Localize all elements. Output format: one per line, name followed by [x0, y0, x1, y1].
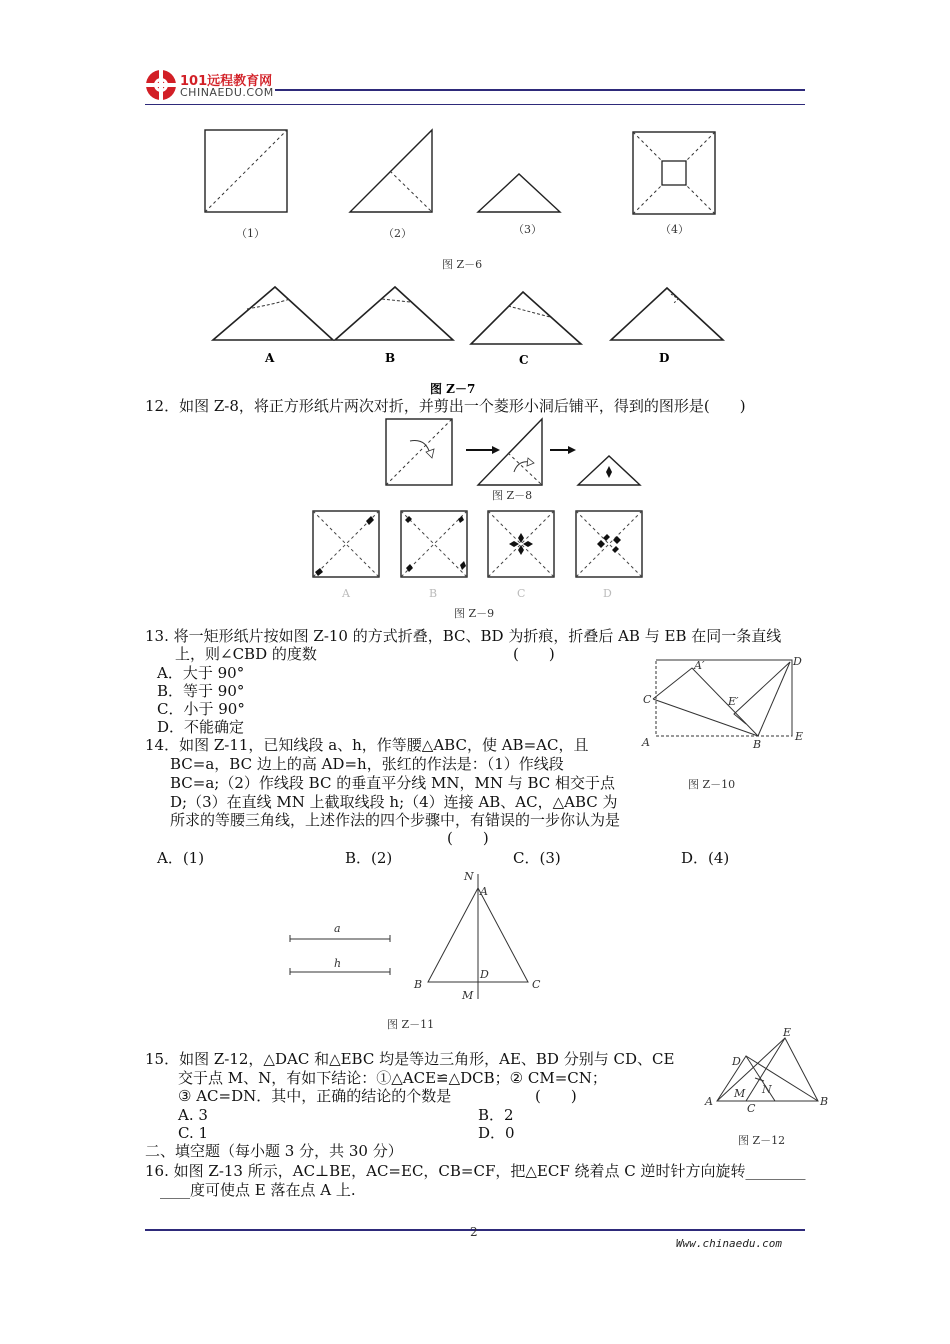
figure-z9 [308, 506, 648, 622]
footer-site: Www.chinaedu.com [676, 1237, 782, 1250]
figure-z12 [700, 1026, 840, 1154]
fig-z11-point-m: M [462, 989, 474, 1002]
fig-z11-point-b: B [414, 978, 423, 991]
question-13-option-c: C．小于 90° [157, 700, 245, 718]
fig-z8-caption: 图 Z－8 [492, 489, 533, 502]
logo-text-cn: 101远程教育网 [180, 74, 273, 89]
question-15-option-a: A. 3 [178, 1106, 208, 1124]
logo-text-en: CHINAEDU.COM [180, 86, 274, 99]
question-13-line-1: 13. 将一矩形纸片按如图 Z-10 的方式折叠，BC、BD 为折痕，折叠后 AB 与 EB 在同一条直线 [145, 627, 782, 645]
fig-z6-caption: 图 Z－6 [442, 258, 483, 270]
fig-z11-seg-h: h [334, 957, 342, 970]
question-13-option-a: A．大于 90° [157, 664, 245, 682]
fig-z7-label-b: B [385, 351, 396, 365]
fig-z10-point-d: D [793, 655, 802, 668]
figure-z7 [205, 282, 735, 397]
fig-z9-label-d: D [603, 587, 612, 600]
question-14-option-c: C．(3) [513, 849, 561, 867]
fig-z12-point-e: E [783, 1026, 792, 1039]
fig-z10-caption: 图 Z－10 [688, 778, 736, 791]
question-12: 12．如图 Z-8，将正方形纸片两次对折，并剪出一个菱形小洞后铺平，得到的图形是( ) [145, 397, 746, 415]
chinaedu-logo-icon [144, 68, 178, 102]
fig-z11-caption: 图 Z－11 [387, 1018, 435, 1031]
fig-z9-label-b: B [429, 587, 438, 600]
figure-z11 [280, 866, 570, 1036]
question-15-option-d: D．0 [478, 1124, 515, 1142]
header-underline [145, 104, 805, 105]
fig-z11-point-a: A [480, 885, 488, 898]
fig-z9-label-a: A [342, 587, 350, 600]
fig-z7-label-a: A [265, 351, 275, 365]
fig-z7-caption: 图 Z－7 [430, 382, 476, 396]
fig-z11-seg-a: a [334, 922, 341, 935]
question-14-line-3: BC=a;（2）作线段 BC 的垂直平分线 MN，MN 与 BC 相交于点 [170, 774, 616, 792]
fig-z12-point-a: A [705, 1095, 713, 1108]
question-15-option-b: B．2 [478, 1106, 514, 1124]
question-14-line-5: 所求的等腰三角线，上述作法的四个步骤中，有错误的一步你认为是 [170, 811, 621, 829]
figure-z8 [382, 416, 662, 508]
fig-z6-label-4: （4） [660, 223, 689, 236]
page-number: 2 [470, 1225, 478, 1239]
section-2-heading: 二、填空题（每小题 3 分，共 30 分） [145, 1142, 403, 1160]
question-15-line-2: 交于点 M、N，有如下结论：①△ACE≌△DCB；② CM=CN； [178, 1069, 607, 1087]
question-15-option-c: C. 1 [178, 1124, 209, 1142]
question-14-line-1: 14．如图 Z-11，已知线段 a、h，作等腰△ABC，使 AB=AC，且 [145, 736, 589, 754]
fig-z6-label-1: （1） [236, 227, 265, 240]
question-16-line-2: ____度可使点 E 落在点 A 上. [160, 1181, 356, 1199]
question-15-line-1: 15．如图 Z-12，△DAC 和△EBC 均是等边三角形，AE、BD 分别与 CD、CE [145, 1050, 675, 1068]
fig-z12-point-b: B [820, 1095, 829, 1108]
fig-z9-label-c: C [517, 587, 526, 600]
figure-z6 [190, 120, 730, 270]
question-15-blank: ( ) [535, 1087, 577, 1105]
fig-z7-label-c: C [519, 353, 529, 367]
fig-z11-point-c: C [532, 978, 541, 991]
fig-z6-label-3: （3） [513, 223, 542, 236]
question-14-blank: ( ) [447, 829, 489, 847]
fig-z12-point-n: N [762, 1083, 772, 1096]
question-13-blank: ( ) [513, 645, 555, 663]
question-14-line-4: D;（3）在直线 MN 上截取线段 h;（4）连接 AB、AC，△ABC 为 [170, 793, 618, 811]
fig-z11-point-d: D [480, 968, 489, 981]
fig-z7-label-d: D [659, 351, 670, 365]
fig-z11-point-n: N [464, 870, 474, 883]
fig-z10-point-b: B [753, 738, 762, 751]
fig-z10-point-a: A [642, 736, 650, 749]
question-13-option-b: B．等于 90° [157, 682, 245, 700]
fig-z12-point-m: M [734, 1087, 746, 1100]
question-13-line-2: 上，则∠CBD 的度数 [175, 645, 317, 663]
fig-z10-point-c: C [643, 693, 652, 706]
fig-z10-point-e: E [795, 730, 804, 743]
question-15-line-3: ③ AC=DN．其中，正确的结论的个数是 [178, 1087, 452, 1105]
fig-z10-point-a1: A′ [694, 659, 705, 672]
fig-z12-caption: 图 Z－12 [738, 1134, 786, 1147]
fig-z9-caption: 图 Z－9 [454, 607, 495, 620]
question-13-option-d: D．不能确定 [157, 718, 245, 736]
header [140, 66, 810, 108]
fig-z10-point-e1: E′ [728, 695, 739, 708]
fig-z6-label-2: （2） [383, 227, 412, 240]
question-14-option-d: D．(4) [681, 849, 730, 867]
fig-z12-point-c: C [747, 1102, 756, 1115]
question-14-option-a: A．(1) [157, 849, 205, 867]
fig-z12-point-d: D [732, 1055, 741, 1068]
question-14-option-b: B．(2) [345, 849, 393, 867]
question-16-line-1: 16. 如图 Z-13 所示，AC⊥BE，AC=EC，CB=CF，把△ECF 绕着点 C 逆时针方向旋转________ [145, 1162, 806, 1180]
figure-z10 [632, 650, 812, 800]
question-14-line-2: BC=a，BC 边上的高 AD=h，张红的作法是：（1）作线段 [170, 755, 564, 773]
header-rule [275, 89, 805, 91]
